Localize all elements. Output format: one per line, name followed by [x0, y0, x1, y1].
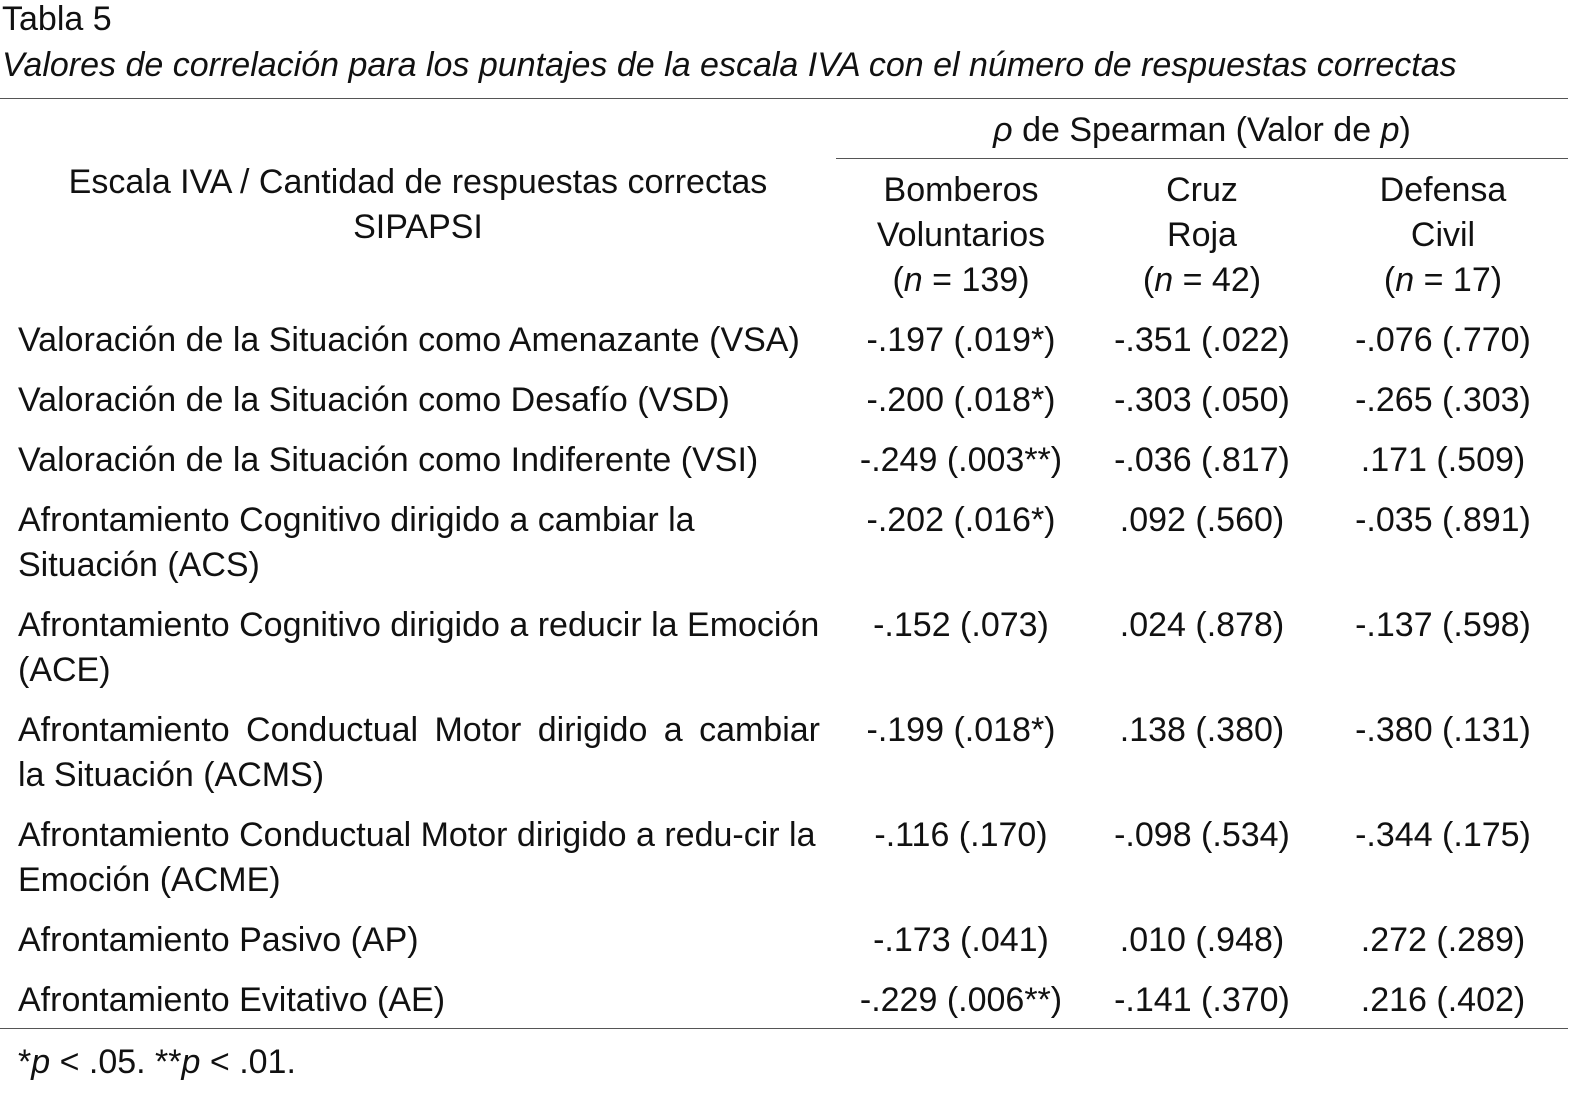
- span-header-text: de Spearman (Valor de: [1012, 111, 1381, 149]
- column-header-defensa-civil: [1318, 168, 1568, 303]
- row-label-ae: Afrontamiento Evitativo (AE): [18, 981, 446, 1019]
- column-header-line2: Civil: [1410, 216, 1476, 254]
- column-header-bomberos: [836, 168, 1086, 303]
- column-header-n: (n = 42): [1142, 261, 1262, 299]
- column-header-n: (n = 139): [892, 261, 1030, 299]
- cell-vsd-cruz-roja: -.303 (.050): [1114, 381, 1290, 419]
- table-note: *p < .05. **p < .01.: [18, 1043, 296, 1081]
- cell-vsd-bomberos: -.200 (.018*): [866, 381, 1056, 419]
- cell-ae-defensa-civil: .216 (.402): [1360, 981, 1526, 1019]
- row-label-acs: Afrontamiento Cognitivo dirigido a cambiar la Situación (ACS): [18, 501, 695, 584]
- cell-ap-defensa-civil: .272 (.289): [1360, 921, 1526, 959]
- column-header-line2: Roja: [1167, 216, 1237, 254]
- row-label-acms: Afrontamiento Conductual Motor dirigido a cambiar la Situación (ACMS): [18, 711, 820, 794]
- cell-acs-defensa-civil: -.035 (.891): [1355, 501, 1531, 539]
- stub-header: [0, 160, 836, 250]
- column-header-line1: Defensa: [1379, 171, 1507, 209]
- cell-acme-bomberos: -.116 (.170): [874, 816, 1048, 854]
- cell-acs-bomberos: -.202 (.016*): [866, 501, 1056, 539]
- span-rule: [836, 158, 1568, 159]
- cell-ap-bomberos: -.173 (.041): [873, 921, 1049, 959]
- row-label-vsa: Valoración de la Situación como Amenazante (VSA): [18, 321, 800, 359]
- column-header-line2: Voluntarios: [876, 216, 1046, 254]
- cell-ap-cruz-roja: .010 (.948): [1119, 921, 1285, 959]
- spearman-span-header: [836, 108, 1568, 153]
- cell-ae-cruz-roja: -.141 (.370): [1114, 981, 1290, 1019]
- cell-ace-cruz-roja: .024 (.878): [1119, 606, 1285, 644]
- cell-acms-defensa-civil: -.380 (.131): [1355, 711, 1531, 749]
- table-label: Tabla 5: [2, 0, 112, 38]
- row-label-vsi: Valoración de la Situación como Indiferente (VSI): [18, 441, 759, 479]
- cell-ae-bomberos: -.229 (.006**): [859, 981, 1063, 1019]
- stub-header-line1: Escala IVA / Cantidad de respuestas correctas: [68, 163, 768, 201]
- row-label-ace: Afrontamiento Cognitivo dirigido a reducir la Emoción (ACE): [18, 606, 820, 689]
- stub-header-line2: SIPAPSI: [353, 208, 483, 246]
- top-rule: [0, 98, 1568, 99]
- column-header-line1: Cruz: [1166, 171, 1238, 209]
- cell-ace-bomberos: -.152 (.073): [873, 606, 1049, 644]
- p-symbol: p: [1380, 111, 1400, 149]
- cell-acme-cruz-roja: -.098 (.534): [1114, 816, 1290, 854]
- cell-vsi-bomberos: -.249 (.003**): [859, 441, 1063, 479]
- cell-vsd-defensa-civil: -.265 (.303): [1355, 381, 1531, 419]
- cell-acs-cruz-roja: .092 (.560): [1119, 501, 1285, 539]
- cell-vsa-cruz-roja: -.351 (.022): [1114, 321, 1290, 359]
- cell-acms-cruz-roja: .138 (.380): [1119, 711, 1285, 749]
- column-header-cruz-roja: [1086, 168, 1318, 303]
- row-label-vsd: Valoración de la Situación como Desafío (VSD): [18, 381, 730, 419]
- column-header-line1: Bomberos: [883, 171, 1039, 209]
- rho-symbol: ρ: [993, 111, 1013, 149]
- row-label-acme: Afrontamiento Conductual Motor dirigido a redu-cir la Emoción (ACME): [18, 816, 816, 899]
- cell-ace-defensa-civil: -.137 (.598): [1355, 606, 1531, 644]
- column-header-n: (n = 17): [1383, 261, 1503, 299]
- cell-acme-defensa-civil: -.344 (.175): [1355, 816, 1531, 854]
- row-label-ap: Afrontamiento Pasivo (AP): [18, 921, 419, 959]
- cell-vsa-bomberos: -.197 (.019*): [866, 321, 1056, 359]
- span-header-close: ): [1399, 111, 1411, 149]
- table-caption: Valores de correlación para los puntajes de la escala IVA con el número de respuestas correctas: [2, 46, 1457, 84]
- cell-vsa-defensa-civil: -.076 (.770): [1355, 321, 1531, 359]
- cell-acms-bomberos: -.199 (.018*): [866, 711, 1056, 749]
- bottom-rule: [0, 1028, 1568, 1029]
- cell-vsi-cruz-roja: -.036 (.817): [1114, 441, 1290, 479]
- cell-vsi-defensa-civil: .171 (.509): [1360, 441, 1526, 479]
